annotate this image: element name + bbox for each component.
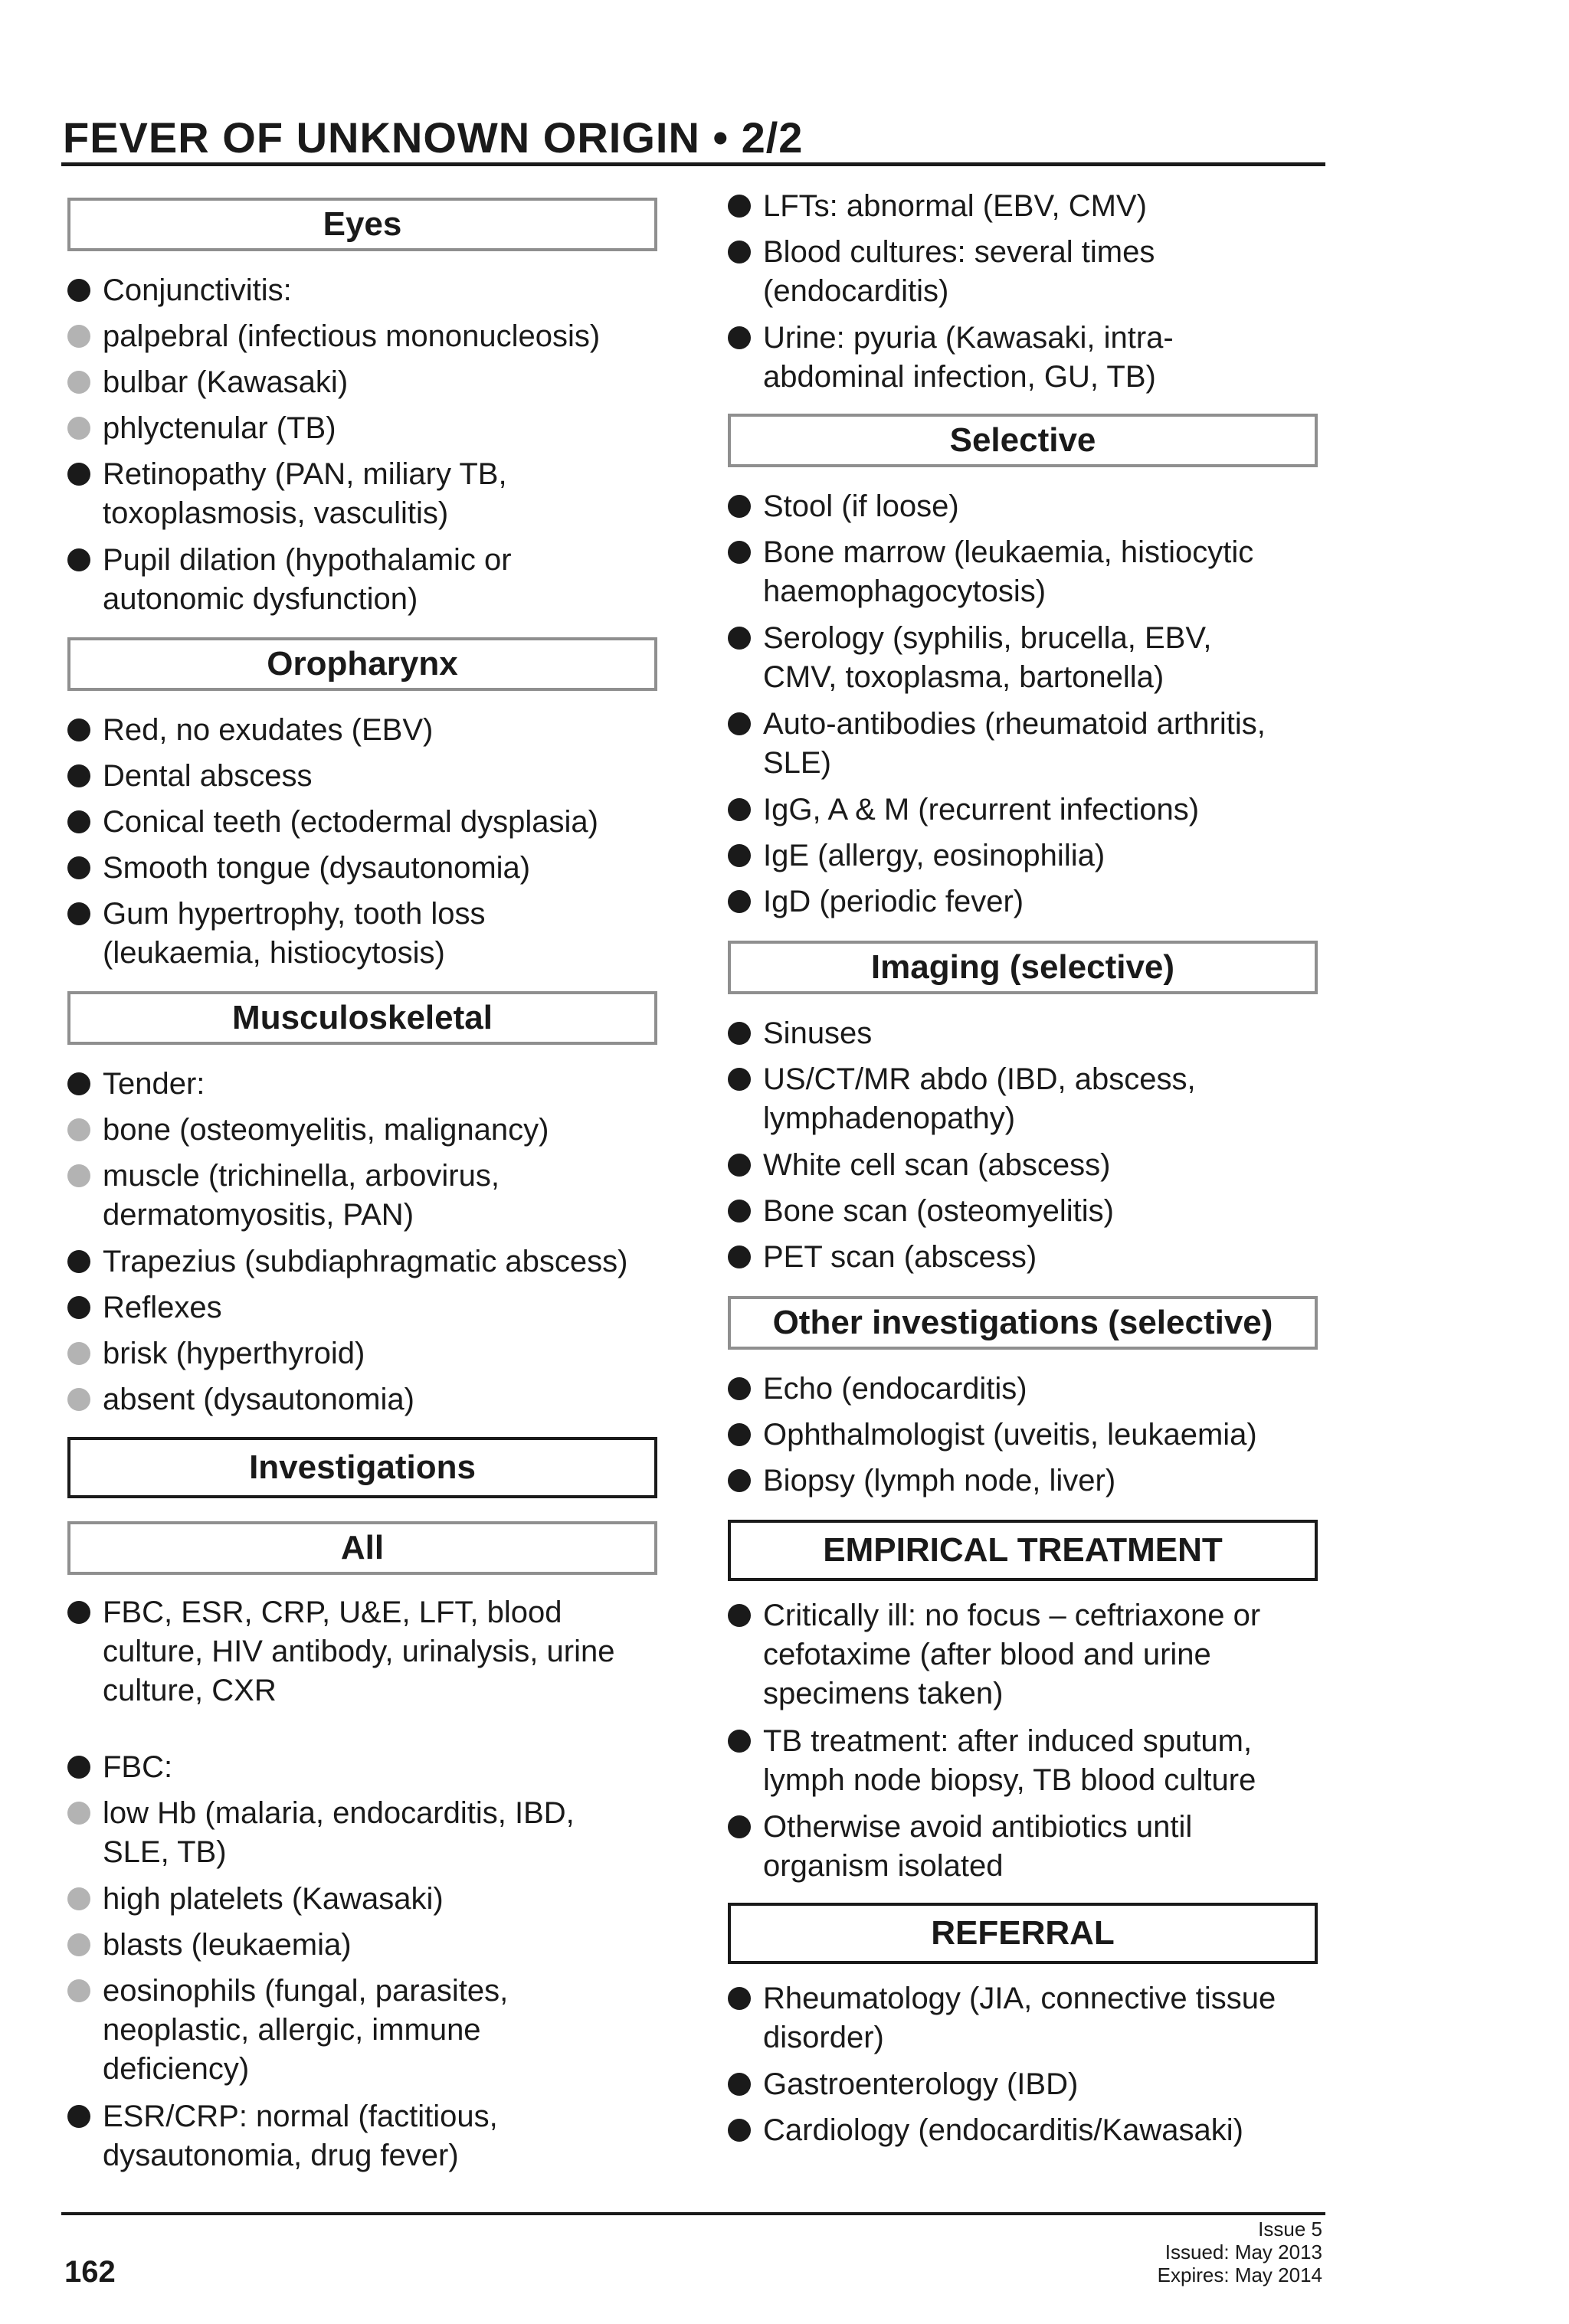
bullet-icon (67, 1601, 90, 1624)
bullet-icon (728, 326, 751, 349)
bullet-icon (67, 279, 90, 302)
bullet-icon (728, 712, 751, 735)
sub-bullet-icon (67, 1118, 90, 1141)
bullet-icon (67, 1072, 90, 1095)
bullet-icon (67, 718, 90, 741)
list-item: Biopsy (lymph node, liver) (728, 1462, 1341, 1501)
page-title: FEVER OF UNKNOWN ORIGIN • 2/2 (63, 113, 804, 162)
bullet-icon (728, 495, 751, 518)
list-item: eosinophils (fungal, parasites, neoplastic, allergic, immune deficiency) (67, 1972, 680, 2089)
list-item: Bone scan (osteomyelitis) (728, 1192, 1341, 1231)
list-item: blasts (leukaemia) (67, 1926, 680, 1965)
bullet-icon (728, 195, 751, 218)
list-item: ESR/CRP: normal (factitious, dysautonomia, drug fever) (67, 2097, 680, 2175)
footer-divider (61, 2212, 1325, 2215)
list-item: FBC: (67, 1748, 680, 1787)
issue-info (1158, 2218, 1322, 2286)
list-item: IgE (allergy, eosinophilia) (728, 836, 1341, 876)
list-item: Smooth tongue (dysautonomia) (67, 849, 680, 888)
list-item: Retinopathy (PAN, miliary TB, toxoplasmosis, vasculitis) (67, 455, 680, 533)
section-header-all: All (67, 1521, 657, 1575)
section-header-referral: REFERRAL (728, 1903, 1318, 1964)
bullet-icon (728, 798, 751, 821)
list-item: White cell scan (abscess) (728, 1146, 1341, 1185)
list-item: Critically ill: no focus – ceftriaxone or cefotaxime (after blood and urine specimens taken) (728, 1596, 1341, 1714)
bullet-icon (728, 2073, 751, 2096)
list-item: brisk (hyperthyroid) (67, 1334, 680, 1373)
bullet-icon (728, 844, 751, 867)
title-divider (61, 162, 1325, 166)
sub-bullet-icon (67, 1164, 90, 1187)
bullet-icon (728, 2119, 751, 2142)
bullet-icon (67, 1250, 90, 1273)
bullet-icon (728, 890, 751, 913)
list-item: low Hb (malaria, endocarditis, IBD, SLE, TB) (67, 1794, 680, 1872)
bullet-icon (728, 1730, 751, 1753)
sub-bullet-icon (67, 1342, 90, 1365)
bullet-icon (67, 1756, 90, 1779)
bullet-icon (67, 1296, 90, 1319)
list-item: Gum hypertrophy, tooth loss (leukaemia, histiocytosis) (67, 895, 680, 973)
list-item: PET scan (abscess) (728, 1238, 1341, 1277)
section-header-other-investigations: Other investigations (selective) (728, 1296, 1318, 1350)
list-item: US/CT/MR abdo (IBD, abscess, lymphadenopathy) (728, 1060, 1341, 1138)
section-header-oropharynx: Oropharynx (67, 637, 657, 691)
list-item: Stool (if loose) (728, 487, 1341, 526)
sub-bullet-icon (67, 1887, 90, 1910)
bullet-icon (728, 1154, 751, 1177)
bullet-icon (67, 764, 90, 787)
list-item: IgD (periodic fever) (728, 882, 1341, 921)
section-header-selective: Selective (728, 414, 1318, 467)
bullet-icon (728, 1987, 751, 2010)
list-item: Urine: pyuria (Kawasaki, intra- abdominal infection, GU, TB) (728, 319, 1341, 397)
list-item: bulbar (Kawasaki) (67, 363, 680, 402)
sub-bullet-icon (67, 325, 90, 348)
list-item: Conical teeth (ectodermal dysplasia) (67, 803, 680, 842)
list-item: Red, no exudates (EBV) (67, 711, 680, 750)
bullet-icon (728, 541, 751, 564)
bullet-icon (728, 1469, 751, 1492)
list-item: Tender: (67, 1065, 680, 1104)
bullet-icon (728, 1200, 751, 1223)
list-item: Reflexes (67, 1288, 680, 1327)
list-item: Sinuses (728, 1014, 1341, 1053)
list-item: LFTs: abnormal (EBV, CMV) (728, 187, 1341, 226)
sub-bullet-icon (67, 1979, 90, 2002)
section-header-empirical-treatment: EMPIRICAL TREATMENT (728, 1520, 1318, 1581)
bullet-icon (728, 1245, 751, 1268)
sub-bullet-icon (67, 371, 90, 394)
list-item: IgG, A & M (recurrent infections) (728, 790, 1341, 830)
bullet-icon (67, 548, 90, 571)
list-item: Ophthalmologist (uveitis, leukaemia) (728, 1416, 1341, 1455)
page-number: 162 (64, 2255, 116, 2289)
list-item: palpebral (infectious mononucleosis) (67, 317, 680, 356)
section-header-eyes: Eyes (67, 198, 657, 251)
list-item: FBC, ESR, CRP, U&E, LFT, blood culture, HIV antibody, urinalysis, urine culture, CXR (67, 1593, 680, 1710)
list-item: Pupil dilation (hypothalamic or autonomic dysfunction) (67, 541, 680, 619)
list-item: Blood cultures: several times (endocarditis) (728, 233, 1341, 311)
section-header-musculoskeletal: Musculoskeletal (67, 991, 657, 1045)
section-header-investigations: Investigations (67, 1437, 657, 1498)
list-item: Cardiology (endocarditis/Kawasaki) (728, 2111, 1341, 2150)
sub-bullet-icon (67, 1388, 90, 1411)
bullet-icon (728, 1604, 751, 1627)
bullet-icon (728, 1377, 751, 1400)
list-item: TB treatment: after induced sputum, lymph node biopsy, TB blood culture (728, 1722, 1341, 1800)
list-item: Rheumatology (JIA, connective tissue disorder) (728, 1979, 1341, 2057)
list-item: absent (dysautonomia) (67, 1380, 680, 1419)
bullet-icon (728, 1022, 751, 1045)
bullet-icon (728, 627, 751, 650)
bullet-icon (67, 902, 90, 925)
bullet-icon (67, 856, 90, 879)
sub-bullet-icon (67, 417, 90, 440)
list-item: Auto-antibodies (rheumatoid arthritis, SLE) (728, 705, 1341, 783)
sub-bullet-icon (67, 1933, 90, 1956)
bullet-icon (728, 1423, 751, 1446)
list-item: muscle (trichinella, arbovirus, dermatomyositis, PAN) (67, 1157, 680, 1235)
bullet-icon (67, 463, 90, 486)
list-item: high platelets (Kawasaki) (67, 1880, 680, 1919)
list-item: Bone marrow (leukaemia, histiocytic haemophagocytosis) (728, 533, 1341, 611)
list-item: Echo (endocarditis) (728, 1370, 1341, 1409)
list-item: Trapezius (subdiaphragmatic abscess) (67, 1242, 680, 1281)
expires-date: Expires: May 2014 (1157, 2263, 1322, 2286)
list-item: Gastroenterology (IBD) (728, 2065, 1341, 2104)
list-item: Serology (syphilis, brucella, EBV, CMV, toxoplasma, bartonella) (728, 619, 1341, 697)
bullet-icon (728, 1068, 751, 1091)
bullet-icon (67, 810, 90, 833)
list-item: bone (osteomyelitis, malignancy) (67, 1111, 680, 1150)
list-item: Otherwise avoid antibiotics until organism isolated (728, 1808, 1341, 1886)
issue-number: Issue 5 (1258, 2218, 1322, 2241)
list-item: phlyctenular (TB) (67, 409, 680, 448)
sub-bullet-icon (67, 1802, 90, 1825)
list-item: Conjunctivitis: (67, 271, 680, 310)
bullet-icon (67, 2105, 90, 2128)
bullet-icon (728, 1815, 751, 1838)
issued-date: Issued: May 2013 (1164, 2241, 1322, 2263)
list-item: Dental abscess (67, 757, 680, 796)
bullet-icon (728, 241, 751, 263)
section-header-imaging: Imaging (selective) (728, 941, 1318, 994)
